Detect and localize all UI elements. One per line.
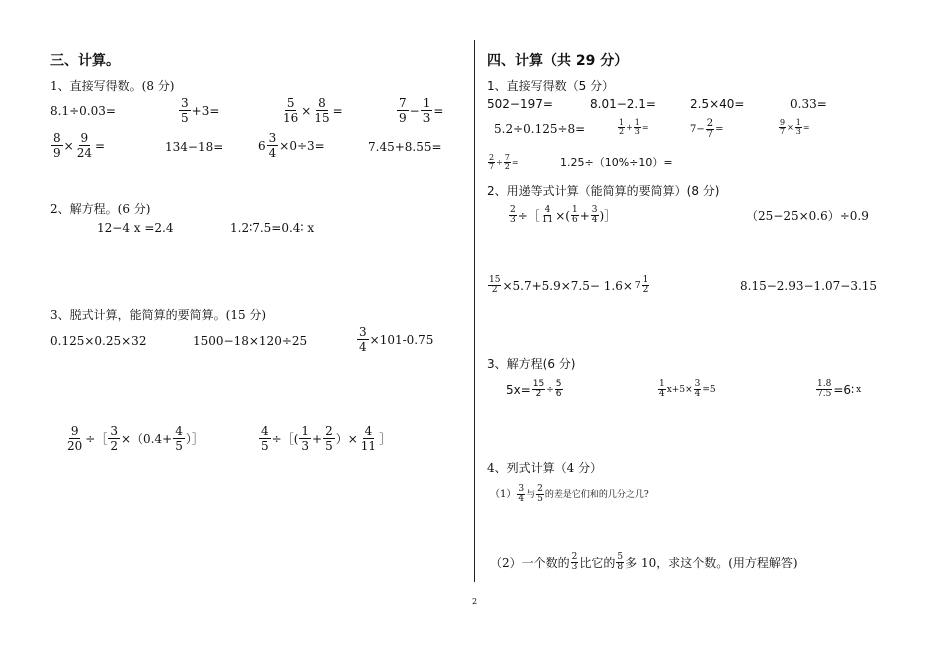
column-divider [474,40,475,582]
left-q3-c: $\frac{3}{4}$ ×101-0.75 [359,325,434,354]
page-number: 2 [472,597,478,606]
right-q2-label: 2、用递等式计算（能简算的要简算）(8 分) [487,184,720,198]
right-r2-d: $\frac{9}{7}$ × $\frac{1}{3}$ = [780,118,810,136]
right-r1-b: 8.01−2.1= [590,97,656,111]
right-q3-a: 5x= $\frac{15}{2}$ ÷ $\frac{5}{6}$ [506,379,562,399]
left-q3-b: 1500−18×120÷25 [193,334,308,348]
right-q2-a: $\frac{2}{3}$ ÷［ $\frac{4}{11}$ ×( 1 6 + $\frac{3}{4}$ )］ [510,205,617,225]
left-q1-item-1: 8.1÷0.03= [50,104,116,118]
right-q1-label: 1、直接写得数（5 分） [487,79,615,93]
right-r1-a: 502−197= [487,97,553,111]
left-q2-eq1: 12−4 x =2.4 [97,221,174,235]
right-q4-label: 4、列式计算（4 分） [487,461,603,475]
right-q4-2: （2）一个数的 2 3 比它的 5 8 多 10，求这个数。(用方程解答) [490,552,798,572]
right-q3-b: 1 4 x+5× $\frac{3}{4}$ =5 [659,379,716,399]
left-q1-item-7: 6 $\frac{3}{4}$ ×0÷3= [258,131,325,160]
section-three-title: 三、计算。 [50,53,120,69]
left-q1-label: 1、直接写得数。(8 分) [50,79,175,93]
left-q1-item-5: $\frac{8}{9}$ × $\frac{9}{24}$ = [53,131,106,160]
right-r2-a: 5.2÷0.125÷8= [494,122,586,136]
right-r2-b: 1 2 + $\frac{1}{3}$ = [619,118,649,136]
section-four-title: 四、计算（共 29 分） [487,53,629,69]
right-r2-c: 7− $\frac{2}{7}$ = [690,118,724,140]
left-q3-d: $\frac{9}{20}$ ÷［ $\frac{3}{2}$ ×（0.4+ $\frac{4}{5}$ ）］ [67,424,204,453]
right-q3-c: $\frac{1.8}{7.5}$ =6∶ x [817,379,862,399]
left-q1-item-4: 7 9 − $\frac{1}{3}$ = [399,96,444,125]
left-q1-item-6: 134−18= [165,140,224,154]
fraction: 3 5 [181,96,189,125]
right-q2-d: 8.15−2.93−1.07−3.15 [740,279,878,293]
right-q2-b: （25−25×0.6）÷0.9 [746,209,869,223]
left-q3-a: 0.125×0.25×32 [50,334,147,348]
left-q3-e: $\frac{4}{5}$ ÷［( 1 3 + $\frac{2}{5}$ ）× $\frac{4}{11}$ ］ [261,424,392,453]
left-q3-label: 3、脱式计算，能简算的要简算。(15 分) [50,308,267,322]
left-q1-item-8: 7.45+8.55= [368,140,442,154]
right-r3-b: 1.25÷（10%÷10）= [560,156,673,169]
right-r1-d: 0.33= [790,97,827,111]
right-q4-1: （1） 3 4 与 2 5 的差是它们和的几分之几? [490,484,649,504]
right-r3-a: $\frac{2}{7}$ ÷ $\frac{7}{2}$ = [489,153,519,171]
left-q1-item-3: $\frac{5}{16}$ × $\frac{8}{15}$ = [283,96,343,125]
left-q2-label: 2、解方程。(6 分) [50,202,151,216]
right-q2-c: $\frac{15}{2}$ ×5.7+5.9×7.5− 1.6× 7 1 2 [489,275,649,295]
left-q2-eq2: 1.2∶7.5=0.4∶ x [230,221,315,235]
right-q3-label: 3、解方程(6 分) [487,357,576,371]
left-q1-item-2: 3 5 +3= [181,96,220,125]
right-r1-c: 2.5×40= [690,97,745,111]
